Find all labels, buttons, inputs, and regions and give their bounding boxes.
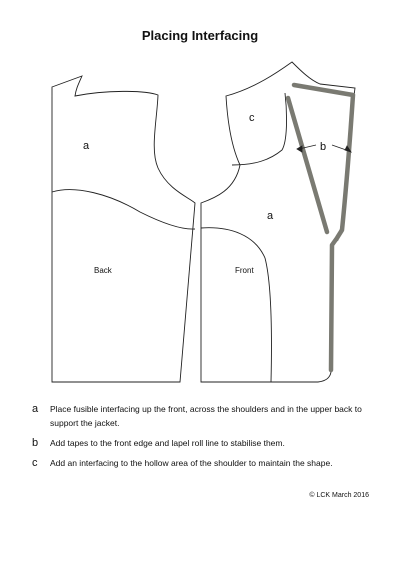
lapel-roll-tape — [288, 98, 327, 232]
front-label-b: b — [320, 141, 327, 153]
tapes — [288, 85, 353, 370]
arrow-left-icon — [297, 146, 302, 152]
front-label-c: c — [249, 112, 255, 124]
note-letter: c — [32, 457, 38, 469]
copyright: © LCK March 2016 — [309, 492, 369, 499]
note-text: Add an interfacing to the hollow area of the shoulder to maintain the shape. — [50, 458, 333, 468]
back-interfacing-line — [52, 190, 195, 229]
note-c — [32, 456, 377, 470]
note-letter: b — [32, 437, 39, 449]
notes-list — [32, 402, 377, 476]
back-label: Back — [94, 266, 112, 275]
front-label-a: a — [267, 210, 274, 222]
front-shoulder-interfacing-line — [232, 93, 287, 165]
note-b — [32, 436, 377, 450]
front-label: Front — [235, 266, 254, 275]
note-a — [32, 402, 377, 430]
diagram-title: Placing Interfacing — [141, 28, 259, 43]
front-interfacing-line — [201, 228, 271, 382]
back-piece — [52, 76, 195, 382]
note-text: Place fusible interfacing up the front, across the shoulders and in the upper back to support the jacket. — [50, 404, 362, 428]
note-text: Add tapes to the front edge and lapel roll line to stabilise them. — [50, 438, 285, 448]
back-label-a: a — [83, 140, 90, 152]
back-outline — [52, 76, 195, 382]
note-letter: a — [32, 403, 39, 415]
